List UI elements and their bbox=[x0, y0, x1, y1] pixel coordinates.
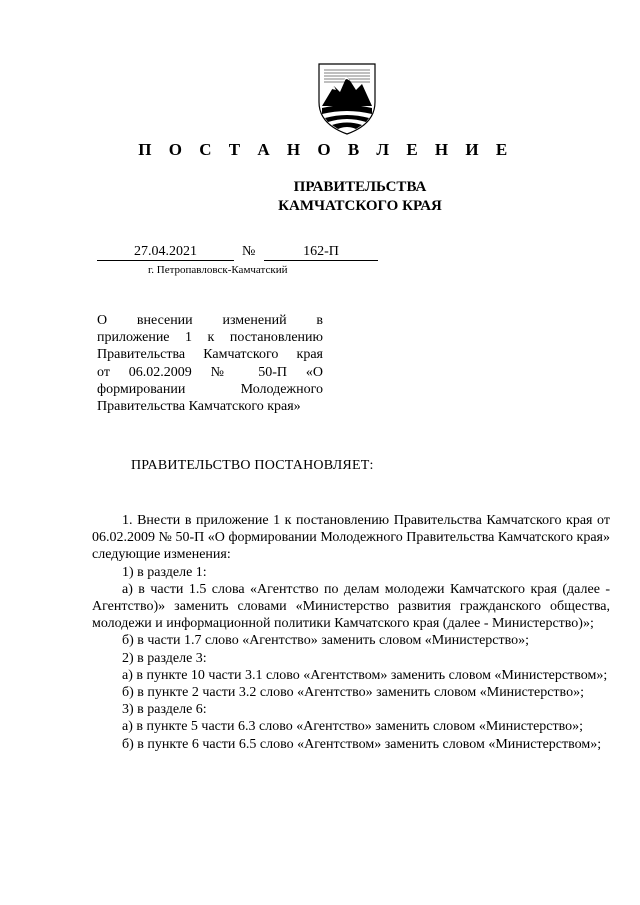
kamchatka-coat-of-arms-icon bbox=[316, 62, 378, 136]
body-paragraph: а) в пункте 10 части 3.1 слово «Агентством» заменить словом «Министерством»; bbox=[122, 667, 608, 683]
document-number: 162-П bbox=[264, 243, 378, 261]
body-paragraph: б) в пункте 6 части 6.5 слово «Агентством» заменить словом «Министерством»; bbox=[122, 736, 602, 752]
subject-line: приложение 1 к постановлению bbox=[97, 330, 323, 346]
subject-line: формировании Молодежного bbox=[97, 381, 323, 397]
body-paragraph: 1. Внести в приложение 1 к постановлению Правительства Камчатского края от 06.02.2009 № 50-П «О формировании Молодежного Правительства Камчатского края» следующие изменения: bbox=[92, 513, 610, 563]
subject-line: О внесении изменений в bbox=[97, 313, 323, 328]
issuer-block bbox=[0, 178, 640, 216]
resolution-heading: ПРАВИТЕЛЬСТВО ПОСТАНОВЛЯЕТ: bbox=[131, 458, 374, 473]
document-subject bbox=[97, 312, 323, 415]
subject-line: Правительства Камчатского края bbox=[97, 347, 323, 363]
number-sign: № bbox=[242, 244, 256, 259]
document-body bbox=[92, 512, 610, 753]
body-paragraph: 3) в разделе 6: bbox=[122, 702, 207, 718]
document-date: 27.04.2021 bbox=[97, 243, 234, 261]
body-paragraph: 1) в разделе 1: bbox=[122, 564, 207, 580]
issuer-line-2: КАМЧАТСКОГО КРАЯ bbox=[278, 198, 442, 214]
issuer-line-1: ПРАВИТЕЛЬСТВА bbox=[293, 179, 427, 195]
body-paragraph: б) в пункте 2 части 3.2 слово «Агентство» заменить словом «Министерство»; bbox=[122, 685, 584, 701]
body-paragraph: а) в части 1.5 слова «Агентство по делам молодежи Камчатского края (далее - Агентство)» заменить словами «Министерство развития гражданского общества, молодежи и информационной политики Камчатского края (далее - Министерство)»; bbox=[92, 581, 610, 632]
document-title: П О С Т А Н О В Л Е Н И Е bbox=[138, 140, 514, 159]
document-city: г. Петропавловск-Камчатский bbox=[148, 264, 288, 276]
body-paragraph: а) в пункте 5 части 6.3 слово «Агентство» заменить словом «Министерство»; bbox=[122, 719, 584, 735]
subject-line: от 06.02.2009 № 50-П «О bbox=[97, 364, 323, 380]
body-paragraph: б) в части 1.7 слово «Агентство» заменить словом «Министерство»; bbox=[122, 633, 530, 649]
subject-line: Правительства Камчатского края» bbox=[97, 399, 301, 415]
body-paragraph: 2) в разделе 3: bbox=[122, 650, 207, 666]
